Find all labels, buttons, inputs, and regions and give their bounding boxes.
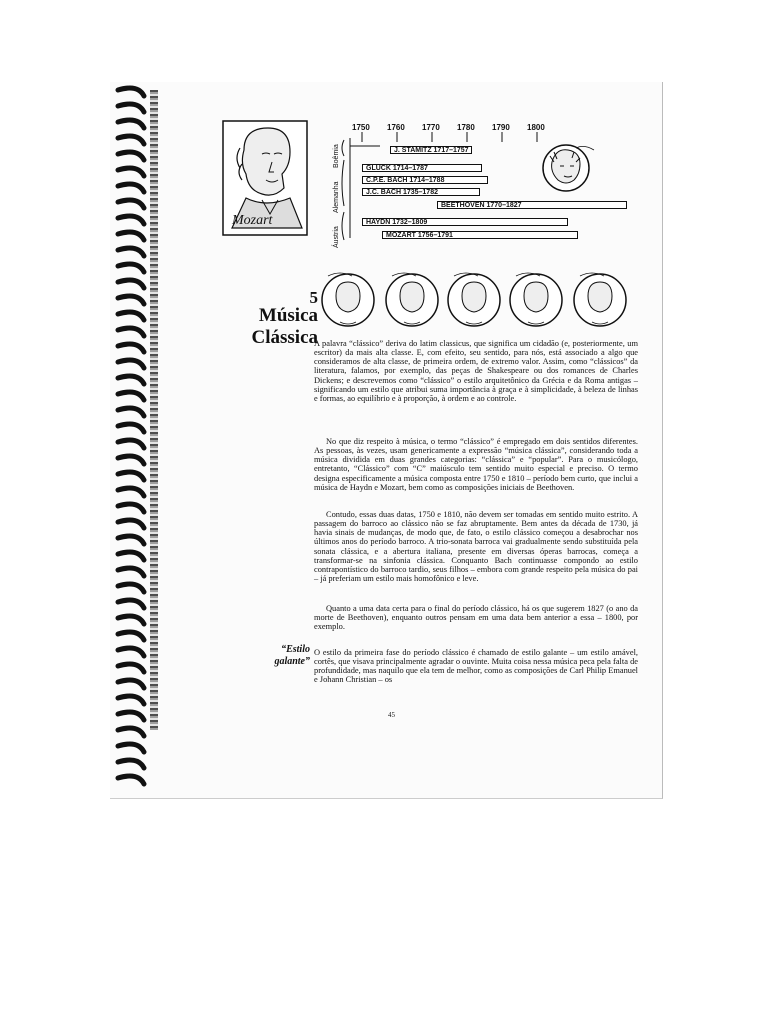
- composer-medallions: [318, 266, 636, 330]
- chapter-title: Música: [258, 305, 318, 326]
- body-paragraph: Contudo, essas duas datas, 1750 e 1810, não devem ser tomadas em sentido muito estrito. A passagem do barroco ao clássico não se faz abruptamente. Bem antes da década de 1730, já havia sinais de mudanças, de modo que, de fato, o estilo clássico começou a desabrochar nos últimos anos do período barroco. A trio-sonata barroca vai gradualmente sendo substituída pela sonata clássica, e a abertura italiana, presente em diversas óperas barrocas, começa a transformar-se na sinfonia clássica. Conquanto Bach continuasse compondo ao estilo contrapontístico do barroco tardio, seus filhos – embora com grande respeito pela música do pai – já preferiam um estilo mais homofônico e leve.: [314, 510, 638, 584]
- region-label: Alemanha: [333, 181, 340, 213]
- chapter-title: Clássica: [251, 327, 318, 348]
- timeline-year: 1750: [352, 123, 370, 132]
- side-heading: galante”: [274, 656, 310, 667]
- svg-text:Mozart: Mozart: [232, 213, 273, 228]
- page-edge-shadow: [150, 90, 158, 730]
- chapter-number: 5: [309, 288, 318, 307]
- timeline-year: 1770: [422, 123, 440, 132]
- region-label: Boêmia: [333, 144, 340, 168]
- body-paragraph: No que diz respeito à música, o termo “clássico” é empregado em dois sentidos diferentes. As pessoas, às vezes, usam genericamente a expressão “música clássica”, considerando toda a música dividida em duas grandes categorias: “clássica” e “popular”. Para o musicólogo, entretanto, “Clássico” com “C” maiúsculo tem sentido muito especial e preciso. O termo designa especificamente a música composta entre 1750 e 1810 – período bem curto, que inclui a música de Haydn e Mozart, bem como as composições iniciais de Beethoven.: [314, 437, 638, 492]
- timeline-year: 1800: [527, 123, 545, 132]
- composer-bar: MOZART 1756–1791: [382, 231, 578, 239]
- composer-bar: C.P.E. BACH 1714–1788: [362, 176, 488, 184]
- mozart-portrait-icon: [222, 120, 308, 236]
- page-number: 45: [388, 711, 395, 719]
- composer-bar: J.C. BACH 1735–1782: [362, 188, 480, 196]
- composer-bar: J. STAMITZ 1717–1757: [390, 146, 472, 154]
- timeline-year: 1760: [387, 123, 405, 132]
- composer-bar: HAYDN 1732–1809: [362, 218, 568, 226]
- region-label: Áustria: [333, 226, 340, 248]
- composer-bar: BEETHOVEN 1770–1827: [437, 201, 627, 209]
- beethoven-portrait-icon: [540, 142, 598, 194]
- timeline-year: 1790: [492, 123, 510, 132]
- body-paragraph: A palavra “clássico” deriva do latim classicus, que significa um cidadão (e, posteriormente, um escritor) da mais alta classe. E, com efeito, seu sentido, para nós, está associado a algo que consideramos de alta classe, de primeira ordem, de extremo valor. Assim, como “clássicos” da literatura, falamos, por exemplo, das peças de Shakespeare ou dos romances de Charles Dickens; e descrevemos como “clássico” o estilo arquitetônico da Grécia e da Roma antigas – significando um estilo que atribui suma importância à graça e à simplicidade, à beleza de linhas e formas, ao equilíbrio e à proporção, à ordem e ao controle.: [314, 339, 638, 403]
- spiral-binding-icon: [108, 82, 154, 798]
- composer-bar: GLUCK 1714–1787: [362, 164, 482, 172]
- body-paragraph: Quanto a uma data certa para o final do período clássico, há os que sugerem 1827 (o ano da morte de Beethoven), enquanto outros pensam em uma data bem anterior a essa – 1800, por exemplo.: [314, 604, 638, 632]
- side-heading: “Estilo: [281, 644, 310, 655]
- body-paragraph: O estilo da primeira fase do período clássico é chamado de estilo galante – um estilo amável, cortês, que visava principalmente agradar o ouvinte. Muita coisa nessa música peca pela falta de profundidade, mas naquilo que ela tem de melhor, como as composições de Carl Philip Emanuel e Johann Christian – os: [314, 648, 638, 685]
- timeline-year: 1780: [457, 123, 475, 132]
